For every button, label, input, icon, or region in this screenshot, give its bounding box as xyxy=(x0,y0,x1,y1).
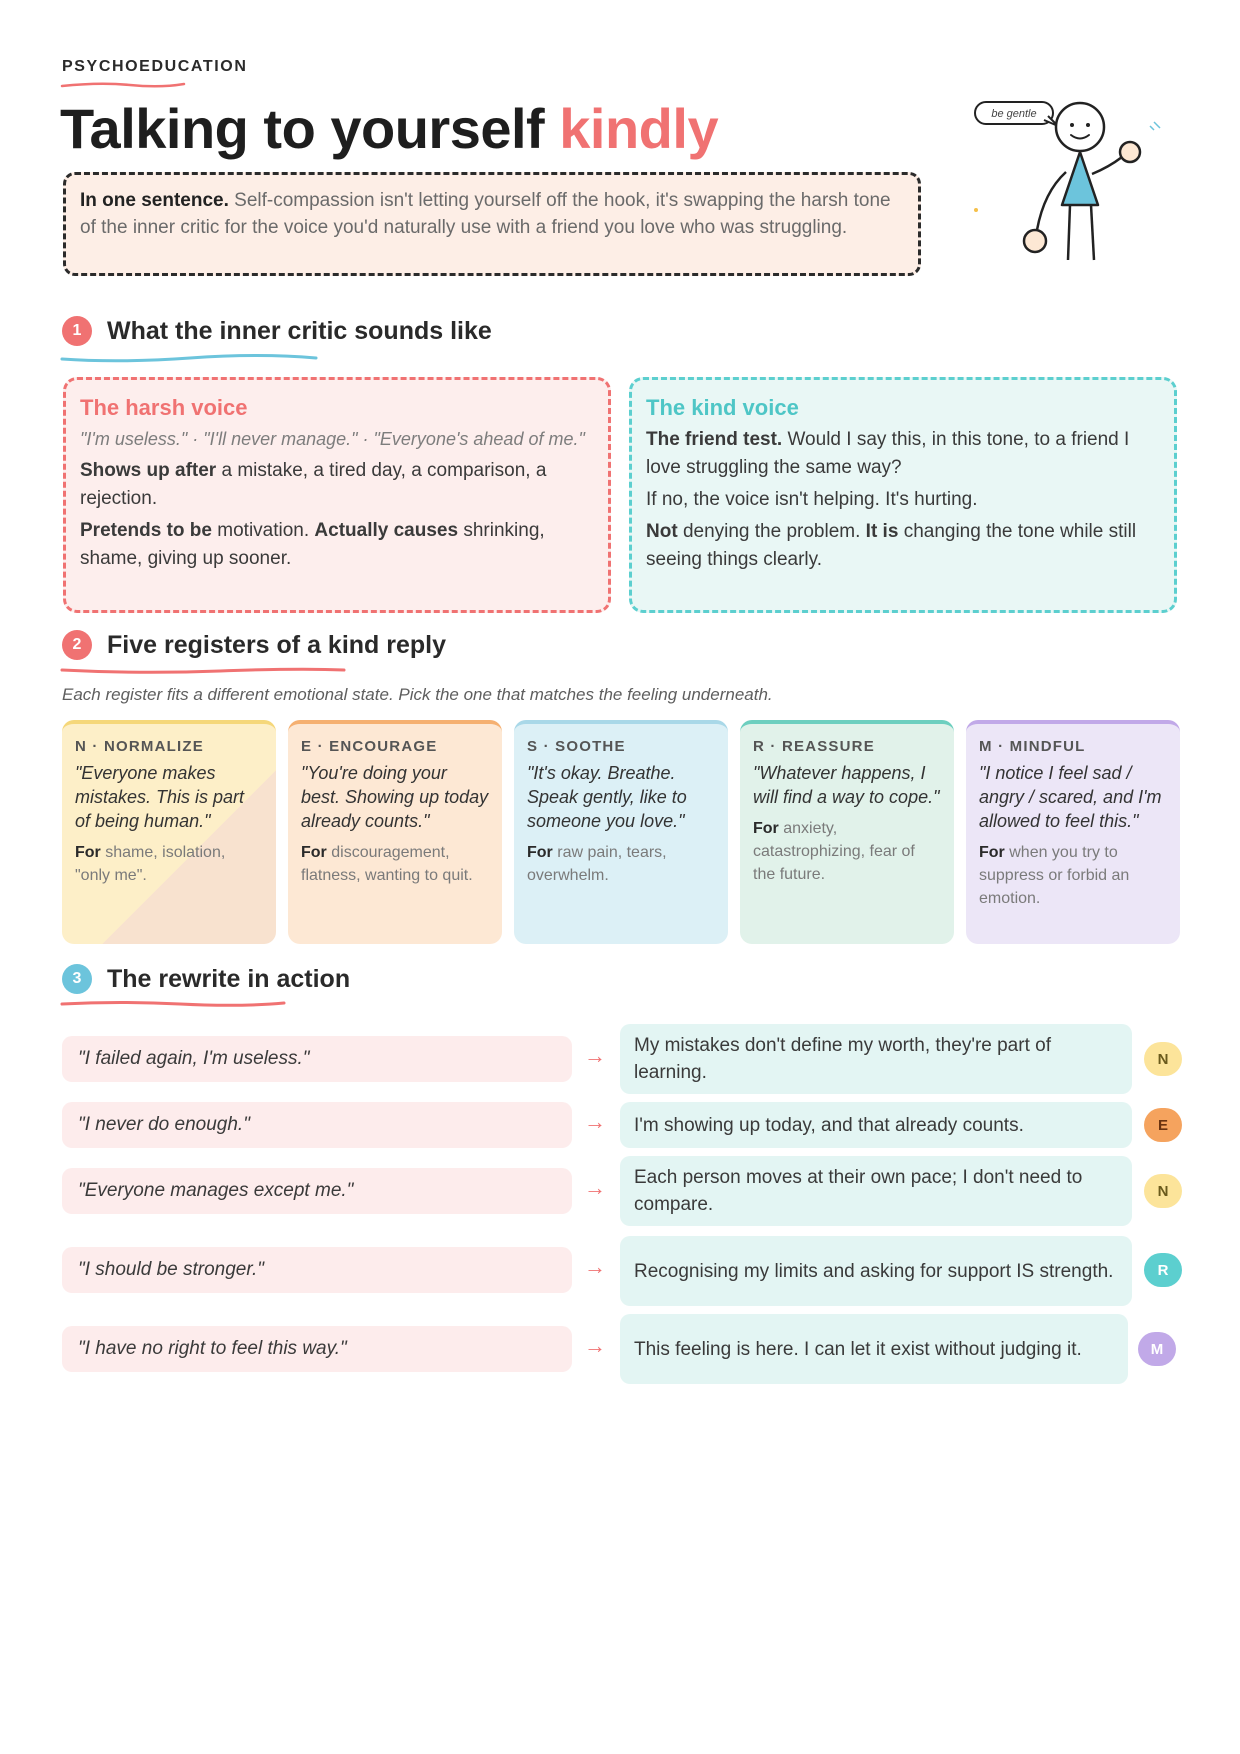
summary-box xyxy=(63,172,921,276)
eyebrow-underline xyxy=(60,80,186,90)
title-main: Talking to yourself xyxy=(60,97,545,160)
register-card-encourage: E · ENCOURAGE "You're doing your best. Showing up today already counts." For discouragement, flatness, wanting to quit. xyxy=(288,720,502,944)
rewrite-arrow-2: → xyxy=(584,1109,606,1134)
harsh-voice-quotes: "I'm useless." · "I'll never manage." · "Everyone's ahead of me." xyxy=(80,429,585,449)
section2-subtitle: Each register fits a different emotional state. Pick the one that matches the feeling underneath. xyxy=(62,685,773,704)
kind-voice-card xyxy=(629,377,1177,613)
rewrite-arrow-5: → xyxy=(584,1333,606,1358)
section3-header xyxy=(62,964,350,994)
rewrite-badge-3: N xyxy=(1144,1174,1182,1208)
rewrite-kind-1: My mistakes don't define my worth, they're part of learning. xyxy=(620,1024,1132,1094)
section1-number: 1 xyxy=(62,316,92,346)
rewrite-arrow-3: → xyxy=(584,1175,606,1200)
register-card-mindful: M · MINDFUL "I notice I feel sad / angry / scared, and I'm allowed to feel this." For when you try to suppress or forbid an emotion. xyxy=(966,720,1180,944)
rewrite-kind-2: I'm showing up today, and that already counts. xyxy=(620,1102,1132,1148)
rewrite-badge-5: M xyxy=(1138,1332,1176,1366)
register-card-reassure: R · REASSURE "Whatever happens, I will find a way to cope." For anxiety, catastrophizing, fear of the future. xyxy=(740,720,954,944)
stick-figure-illustration xyxy=(974,92,1164,274)
section1-underline xyxy=(60,354,320,364)
rewrite-arrow-4: → xyxy=(584,1254,606,1279)
section2-header xyxy=(62,630,446,660)
page-title xyxy=(60,96,718,161)
section1-header xyxy=(62,316,492,346)
kind-voice-not: Not denying the problem. It is changing the tone while still seeing things clearly. xyxy=(646,521,1137,570)
section1-title: What the inner critic sounds like xyxy=(107,316,492,345)
kind-voice-title: The kind voice xyxy=(646,395,799,420)
rewrite-arrow-1: → xyxy=(584,1043,606,1068)
section3-title: The rewrite in action xyxy=(107,964,351,993)
section2-number: 2 xyxy=(62,630,92,660)
harsh-voice-card xyxy=(63,377,611,613)
speech-bubble-text: be gentle xyxy=(991,108,1037,120)
rewrite-harsh-2: "I never do enough." xyxy=(62,1102,572,1148)
summary-text: Self-compassion isn't letting yourself off the hook, it's swapping the harsh tone of the inner critic for the voice you'd naturally use with a friend you love who was struggling. xyxy=(80,190,891,238)
harsh-voice-shows: Shows up after a mistake, a tired day, a comparison, a rejection. xyxy=(80,460,547,509)
kind-voice-line2: If no, the voice isn't helping. It's hurting. xyxy=(646,489,978,510)
kind-voice-test: The friend test. Would I say this, in this tone, to a friend I love struggling the same way? xyxy=(646,429,1130,478)
rewrite-badge-2: E xyxy=(1144,1108,1182,1142)
eyebrow-label: PSYCHOEDUCATION xyxy=(62,58,248,75)
rewrite-badge-4: R xyxy=(1144,1253,1182,1287)
section3-underline xyxy=(60,999,290,1009)
rewrite-kind-4: Recognising my limits and asking for support IS strength. xyxy=(620,1236,1132,1306)
rewrite-harsh-4: "I should be stronger." xyxy=(62,1247,572,1293)
section2-title: Five registers of a kind reply xyxy=(107,630,447,659)
summary-lead: In one sentence. xyxy=(80,190,229,211)
rewrite-kind-3: Each person moves at their own pace; I don't need to compare. xyxy=(620,1156,1132,1226)
harsh-voice-title: The harsh voice xyxy=(80,395,248,420)
rewrite-harsh-1: "I failed again, I'm useless." xyxy=(62,1036,572,1082)
section2-underline xyxy=(60,666,350,676)
register-card-soothe: S · SOOTHE "It's okay. Breathe. Speak gently, like to someone you love." For raw pain, tears, overwhelm. xyxy=(514,720,728,944)
register-card-normalize: N · NORMALIZE "Everyone makes mistakes. This is part of being human." For shame, isolation, "only me". xyxy=(62,720,276,944)
rewrite-harsh-3: "Everyone manages except me." xyxy=(62,1168,572,1214)
rewrite-kind-5: This feeling is here. I can let it exist without judging it. xyxy=(620,1314,1128,1384)
rewrite-badge-1: N xyxy=(1144,1042,1182,1076)
section3-number: 3 xyxy=(62,964,92,994)
title-accent: kindly xyxy=(559,97,719,160)
rewrite-harsh-5: "I have no right to feel this way." xyxy=(62,1326,572,1372)
harsh-voice-pretends: Pretends to be motivation. Actually causes shrinking, shame, giving up sooner. xyxy=(80,520,545,569)
